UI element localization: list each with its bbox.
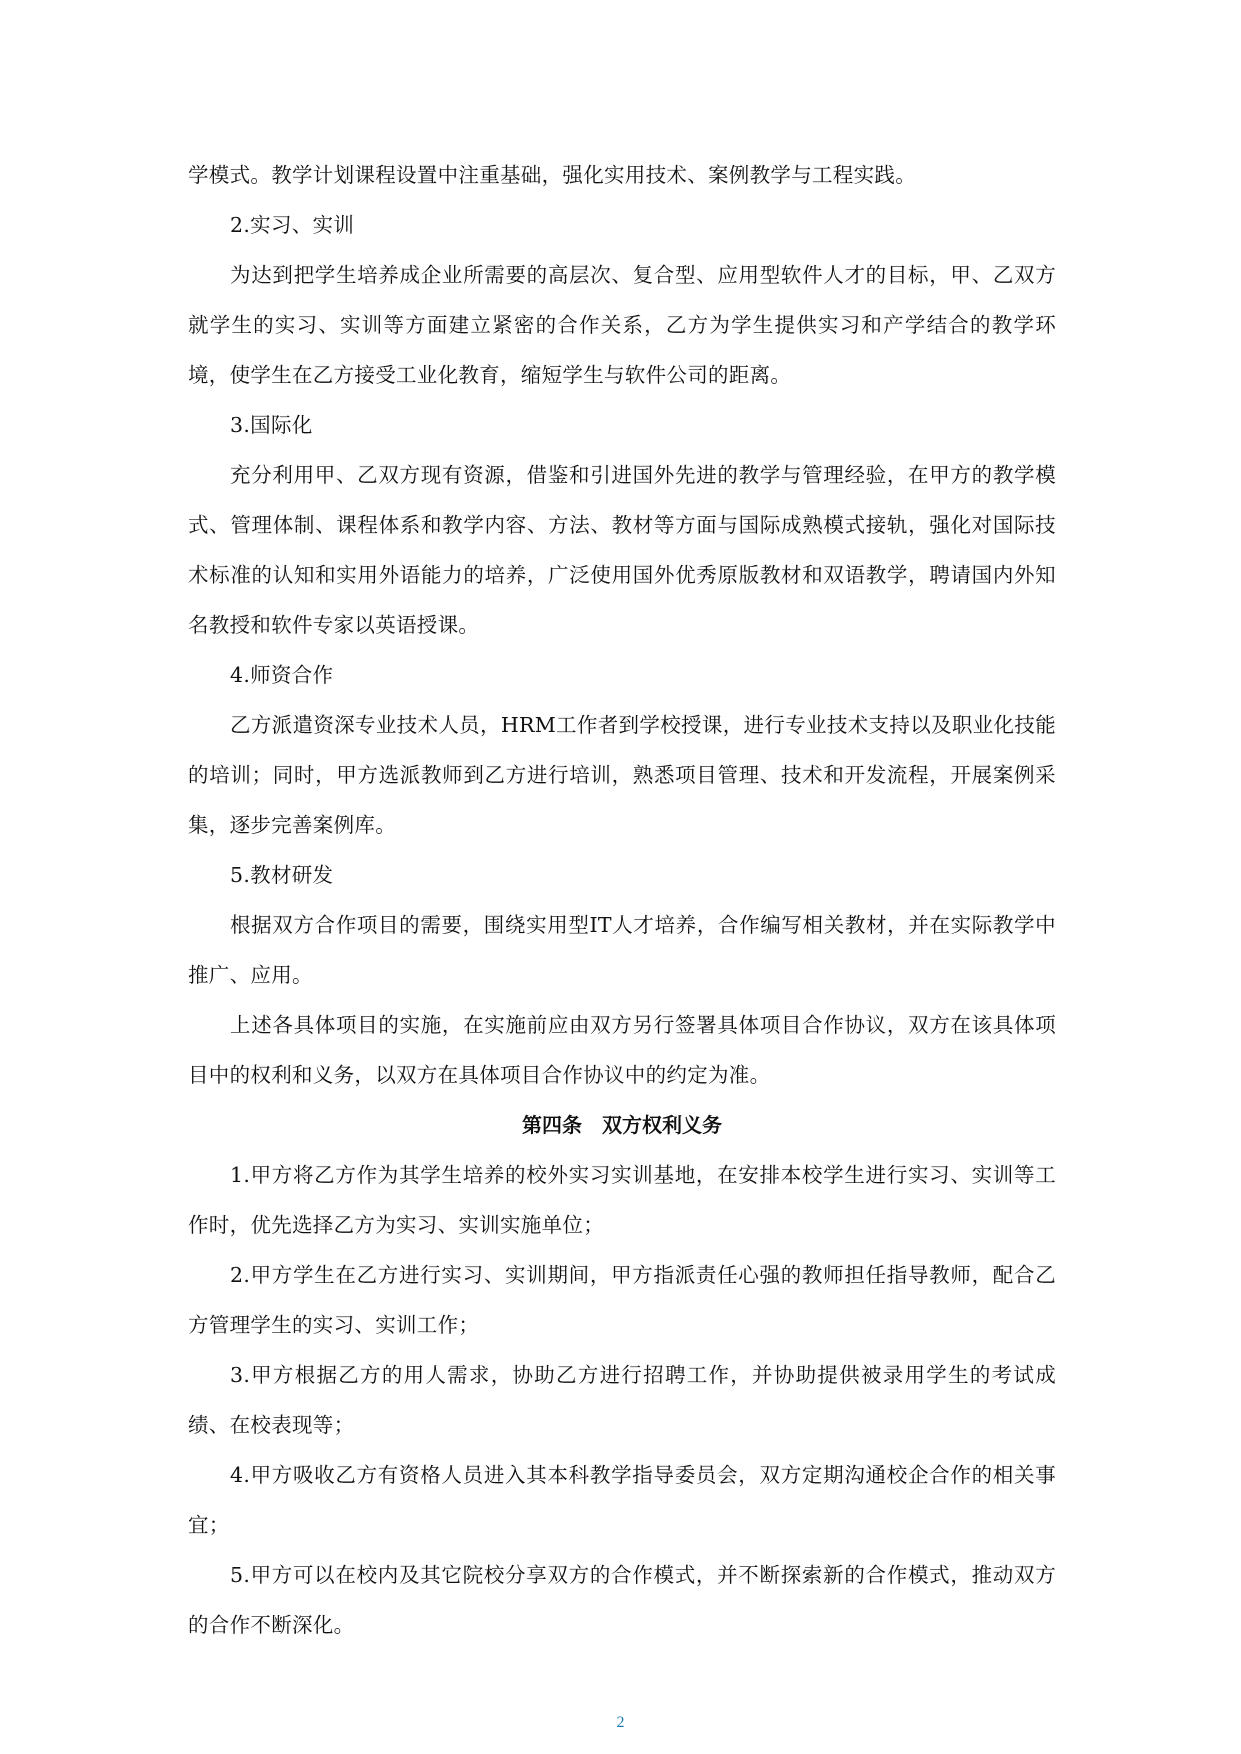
paragraph: 上述各具体项目的实施，在实施前应由双方另行签署具体项目合作协议，双方在该具体项目中的权利和义务，以双方在具体项目合作协议中的约定为准。 bbox=[188, 1013, 1056, 1087]
list-item: 3.甲方根据乙方的用人需求，协助乙方进行招聘工作，并协助提供被录用学生的考试成绩、在校表现等； bbox=[188, 1363, 1056, 1437]
paragraph: 乙方派遣资深专业技术人员，HRM工作者到学校授课，进行专业技术支持以及职业化技能的培训；同时，甲方选派教师到乙方进行培训，熟悉项目管理、技术和开发流程，开展案例采集，逐步完善案例库。 bbox=[188, 713, 1056, 837]
subheading: 3.国际化 bbox=[230, 413, 313, 437]
list-item: 5.甲方可以在校内及其它院校分享双方的合作模式，并不断探索新的合作模式，推动双方的合作不断深化。 bbox=[188, 1563, 1056, 1637]
list-item: 2.甲方学生在乙方进行实习、实训期间，甲方指派责任心强的教师担任指导教师，配合乙方管理学生的实习、实训工作； bbox=[188, 1263, 1056, 1337]
list-item: 1.甲方将乙方作为其学生培养的校外实习实训基地，在安排本校学生进行实习、实训等工作时，优先选择乙方为实习、实训实施单位； bbox=[188, 1163, 1056, 1237]
paragraph: 充分利用甲、乙双方现有资源，借鉴和引进国外先进的教学与管理经验，在甲方的教学模式、管理体制、课程体系和教学内容、方法、教材等方面与国际成熟模式接轨，强化对国际技术标准的认知和实用外语能力的培养，广泛使用国外优秀原版教材和双语教学，聘请国内外知名教授和软件专家以英语授课。 bbox=[188, 463, 1056, 637]
document-body bbox=[188, 150, 1056, 1650]
page-number: 2 bbox=[616, 1714, 625, 1731]
subheading: 5.教材研发 bbox=[230, 863, 334, 887]
paragraph: 为达到把学生培养成企业所需要的高层次、复合型、应用型软件人才的目标，甲、乙双方就学生的实习、实训等方面建立紧密的合作关系，乙方为学生提供实习和产学结合的教学环境，使学生在乙方接受工业化教育，缩短学生与软件公司的距离。 bbox=[188, 263, 1056, 387]
paragraph: 学模式。教学计划课程设置中注重基础，强化实用技术、案例教学与工程实践。 bbox=[188, 163, 916, 187]
subheading: 2.实习、实训 bbox=[230, 213, 355, 237]
list-item: 4.甲方吸收乙方有资格人员进入其本科教学指导委员会，双方定期沟通校企合作的相关事宜； bbox=[188, 1463, 1056, 1537]
paragraph: 根据双方合作项目的需要，围绕实用型IT人才培养，合作编写相关教材，并在实际教学中推广、应用。 bbox=[188, 913, 1056, 987]
subheading: 4.师资合作 bbox=[230, 663, 334, 687]
section-heading: 第四条 双方权利义务 bbox=[522, 1113, 722, 1137]
